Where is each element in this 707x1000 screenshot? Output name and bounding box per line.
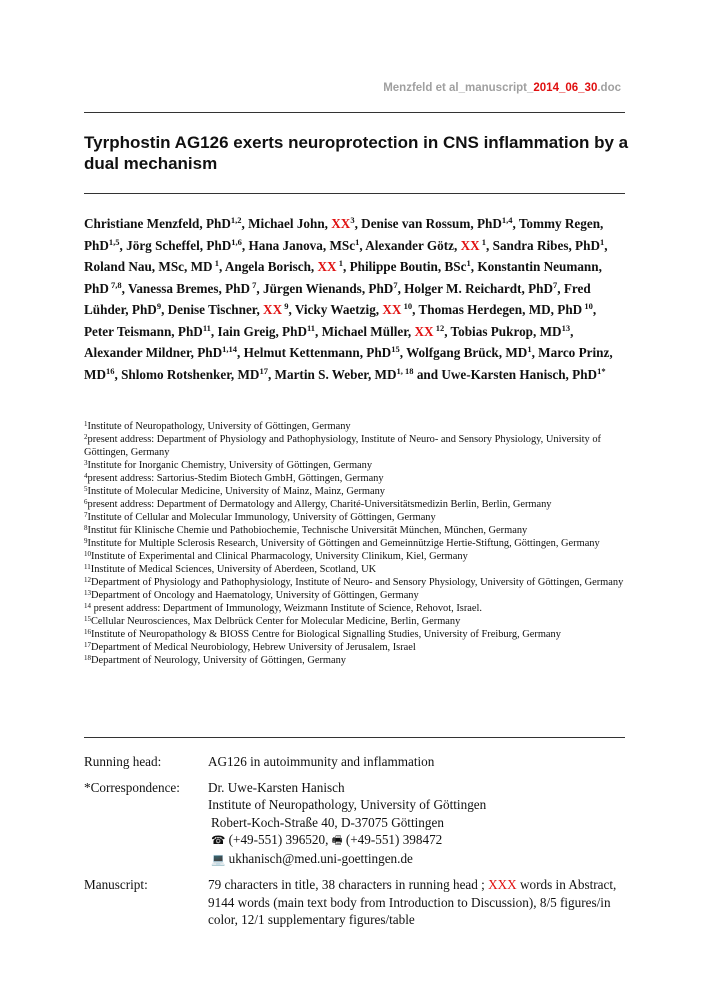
author-separator: , bbox=[359, 237, 366, 253]
author-separator: , bbox=[557, 280, 564, 296]
corr-phone: (+49-551) 396520, bbox=[228, 832, 332, 847]
title-rule bbox=[84, 193, 625, 194]
author-name: Helmut Kettenmann, PhD bbox=[243, 345, 392, 360]
affiliation-text: Institute of Neuropathology & BIOSS Centre for Biological Signalling Studies, University of Freiburg, Germany bbox=[91, 629, 561, 640]
author-name: Uwe-Karsten Hanisch, PhD bbox=[441, 366, 598, 382]
author-affiliation-number: 16 bbox=[105, 365, 115, 376]
author-placeholder: XX bbox=[414, 323, 434, 339]
author-name: Martin S. Weber, MD bbox=[274, 366, 397, 382]
document-filename bbox=[383, 82, 621, 94]
author-affiliation-number: 1 bbox=[336, 258, 343, 268]
author-name: Alexander Götz, bbox=[365, 237, 461, 253]
affiliation-number: 6 bbox=[84, 498, 88, 506]
affiliation-list bbox=[84, 420, 629, 667]
author-list bbox=[84, 213, 629, 385]
author-separator: , bbox=[119, 237, 127, 253]
running-head-label: Running head: bbox=[84, 754, 162, 769]
affiliation-item bbox=[84, 498, 629, 511]
author bbox=[121, 367, 274, 382]
filename-date: 2014_06_30 bbox=[533, 82, 598, 94]
affiliation-text: Institute of Cellular and Molecular Immunology, University of Göttingen, Germany bbox=[87, 512, 436, 523]
author bbox=[418, 302, 596, 317]
author-affiliation-number: 10 bbox=[582, 301, 593, 311]
affiliation-text: Department of Physiology and Pathophysiology, Institute of Neuro- and Sensory Physiology, University of Göttingen, Germany bbox=[91, 577, 624, 588]
author bbox=[84, 216, 248, 231]
author-name: Michael John, bbox=[248, 216, 332, 231]
author-separator: , bbox=[397, 280, 405, 296]
affiliation-number: 17 bbox=[84, 641, 91, 649]
affiliation-item bbox=[84, 602, 629, 615]
author bbox=[248, 238, 365, 253]
manuscript-meta bbox=[84, 753, 629, 937]
affiliation-text: Cellular Neurosciences, Max Delbrück Center for Molecular Medicine, Berlin, Germany bbox=[91, 616, 461, 627]
author bbox=[244, 345, 406, 360]
author-affiliation-number: 11 bbox=[202, 322, 211, 333]
author bbox=[84, 324, 217, 339]
author-affiliation-number: 15 bbox=[391, 344, 400, 354]
correspondence-value bbox=[208, 779, 629, 869]
author bbox=[441, 367, 605, 382]
author-placeholder: XX bbox=[263, 302, 283, 317]
author-name: Hana Janova, MSc bbox=[248, 237, 356, 253]
author-placeholder: XX bbox=[317, 259, 337, 274]
corr-email: ukhanisch@med.uni-goettingen.de bbox=[228, 850, 413, 866]
author-name: Christiane Menzfeld, PhD bbox=[84, 216, 231, 231]
fax-icon: 🖷 bbox=[331, 833, 343, 847]
affiliation-number: 16 bbox=[84, 628, 91, 636]
author-affiliation-number: 1 bbox=[599, 236, 605, 247]
correspondence-row bbox=[84, 779, 629, 869]
manuscript-row bbox=[84, 876, 629, 929]
author-name: Alexander Mildner, PhD bbox=[84, 345, 223, 360]
author-affiliation-number: 1,5 bbox=[108, 236, 120, 247]
author-affiliation-number: 7 bbox=[393, 279, 398, 290]
affiliation-item bbox=[84, 550, 629, 563]
author-name: Peter Teismann, PhD bbox=[84, 323, 203, 339]
author-name: Shlomo Rotshenker, MD bbox=[121, 366, 260, 382]
corr-institute: Institute of Neuropathology, University of Göttingen bbox=[208, 797, 487, 812]
affiliation-number: 18 bbox=[84, 654, 91, 662]
affiliation-text: Institute for Multiple Sclerosis Research, University of Göttingen and Gemeinnützige Hertie-Stiftung, Göttingen, Germany bbox=[87, 538, 600, 549]
author-name: Angela Borisch, bbox=[224, 259, 318, 274]
author bbox=[295, 302, 419, 317]
affiliation-text: Institute for Inorganic Chemistry, University of Göttingen, Germany bbox=[87, 460, 373, 471]
author-separator: and bbox=[413, 366, 442, 382]
author-separator: , bbox=[354, 216, 362, 231]
affiliation-number: 12 bbox=[84, 576, 91, 584]
affiliation-item bbox=[84, 433, 629, 459]
author-separator: , bbox=[486, 237, 493, 253]
author-separator: , bbox=[121, 280, 129, 296]
author-name: Konstantin Neumann, PhD bbox=[84, 259, 602, 296]
manuscript-value bbox=[208, 876, 629, 929]
phone-icon: ☎ bbox=[211, 833, 226, 847]
author-name: Vicky Waetzig, bbox=[294, 302, 383, 317]
corr-email-line bbox=[208, 850, 629, 869]
author-separator: , bbox=[512, 216, 519, 231]
affiliation-number: 4 bbox=[84, 472, 88, 480]
affiliation-text: Institute of Molecular Medicine, University of Mainz, Mainz, Germany bbox=[87, 486, 385, 497]
author-affiliation-number: 11 bbox=[306, 322, 315, 333]
affiliation-number: 11 bbox=[84, 563, 91, 571]
affiliation-item bbox=[84, 576, 629, 589]
author-affiliation-number: 1 bbox=[212, 258, 219, 268]
author-name: Roland Nau, MSc, MD bbox=[84, 259, 213, 274]
affiliation-text: Institute of Neuropathology, University of Göttingen, Germany bbox=[87, 421, 351, 432]
affiliation-text: present address: Department of Dermatology and Allergy, Charité-Universitätsmedizin Berlin, Berlin, Germany bbox=[87, 499, 552, 510]
author bbox=[350, 259, 478, 274]
affiliation-number: 8 bbox=[84, 524, 88, 532]
affiliation-text: Department of Medical Neurobiology, Hebrew University of Jerusalem, Israel bbox=[91, 642, 416, 653]
author-separator: , bbox=[399, 345, 407, 360]
affiliation-item bbox=[84, 537, 629, 550]
author bbox=[322, 324, 451, 339]
affiliation-text: present address: Department of Immunology, Weizmann Institute of Science, Rehovot, Israel. bbox=[91, 603, 483, 614]
author-separator: , bbox=[218, 259, 225, 274]
author-placeholder: XX bbox=[331, 216, 351, 231]
author-name: Wolfgang Brück, MD bbox=[406, 345, 528, 360]
running-head-value: AG126 in autoimmunity and inflammation bbox=[208, 754, 435, 769]
author bbox=[248, 216, 361, 231]
author-affiliation-number: 1,2 bbox=[230, 215, 242, 225]
author bbox=[217, 324, 321, 339]
author bbox=[406, 345, 538, 360]
meta-rule bbox=[84, 737, 625, 738]
affiliation-item bbox=[84, 563, 629, 576]
author-name: Marco Prinz, MD bbox=[84, 345, 613, 382]
affiliation-text: Department of Oncology and Haematology, University of Göttingen, Germany bbox=[91, 590, 419, 601]
affiliation-number: 5 bbox=[84, 485, 88, 493]
affiliation-number: 9 bbox=[84, 537, 88, 545]
affiliation-item bbox=[84, 628, 629, 641]
author-separator: , bbox=[592, 302, 597, 317]
affiliation-text: Institute of Medical Sciences, University of Aberdeen, Scotland, UK bbox=[90, 564, 377, 575]
manuscript-text-1: 79 characters in title, 38 characters in running head ; bbox=[208, 877, 489, 892]
author-name: Denise van Rossum, PhD bbox=[361, 216, 502, 231]
affiliation-number: 1 bbox=[84, 420, 88, 428]
affiliation-item bbox=[84, 420, 629, 433]
affiliation-item bbox=[84, 615, 629, 628]
author-separator: , bbox=[267, 366, 275, 382]
author-separator: , bbox=[241, 237, 249, 253]
author bbox=[84, 345, 244, 360]
author bbox=[404, 281, 564, 296]
author bbox=[84, 259, 225, 274]
correspondence-label: *Correspondence: bbox=[84, 779, 180, 795]
author-separator: , bbox=[256, 280, 263, 296]
author-separator: , bbox=[161, 302, 168, 317]
author bbox=[365, 238, 492, 253]
author-affiliation-number: 9 bbox=[156, 301, 162, 311]
author-name: Philippe Boutin, BSc bbox=[349, 259, 467, 274]
affiliation-number: 2 bbox=[84, 433, 88, 441]
author-affiliation-number: 12 bbox=[433, 322, 445, 333]
affiliation-number: 3 bbox=[84, 459, 88, 467]
affiliation-item bbox=[84, 472, 629, 485]
affiliation-number: 7 bbox=[84, 511, 88, 519]
author-affiliation-number: 1,6 bbox=[231, 236, 242, 247]
author bbox=[168, 302, 295, 317]
author-separator: , bbox=[315, 323, 322, 339]
affiliation-item bbox=[84, 524, 629, 537]
author-separator: , bbox=[114, 366, 122, 382]
author-affiliation-number: 1 bbox=[355, 236, 360, 247]
author-placeholder: XX bbox=[382, 302, 402, 317]
author bbox=[451, 324, 574, 339]
author bbox=[128, 281, 263, 296]
author-separator: , bbox=[412, 302, 419, 317]
manuscript-placeholder: XXX bbox=[488, 877, 517, 892]
corr-fax: (+49-551) 398472 bbox=[345, 832, 443, 847]
author-name: Iain Greig, PhD bbox=[217, 323, 307, 339]
author-affiliation-number: 7 bbox=[553, 279, 558, 290]
email-icon: 💻 bbox=[211, 851, 226, 866]
author-affiliation-number: 13 bbox=[561, 322, 571, 333]
author bbox=[275, 367, 442, 382]
author-separator: , bbox=[444, 323, 451, 339]
author-name: Thomas Herdegen, MD, PhD bbox=[418, 302, 583, 317]
author-affiliation-number: 10 bbox=[401, 301, 413, 311]
top-rule bbox=[84, 112, 625, 113]
author-separator: , bbox=[531, 345, 539, 360]
author-name: Tobias Pukrop, MD bbox=[450, 323, 562, 339]
author bbox=[225, 259, 350, 274]
affiliation-text: Department of Neurology, University of Göttingen, Germany bbox=[91, 655, 346, 666]
affiliation-number: 13 bbox=[84, 589, 91, 597]
author-separator: , bbox=[241, 216, 249, 231]
author-name: Holger M. Reichardt, PhD bbox=[404, 280, 553, 296]
author-affiliation-number: 1,14 bbox=[222, 344, 237, 354]
affiliation-text: Institut für Klinische Chemie und Pathobiochemie, Technische Universität München, München, Germany bbox=[87, 525, 528, 536]
affiliation-text: present address: Department of Physiology and Pathophysiology, Institute of Neuro- and Sensory Physiology, University of Göttingen, Germany bbox=[84, 434, 601, 458]
author-separator: , bbox=[604, 237, 608, 253]
author-name: Jörg Scheffel, PhD bbox=[126, 237, 232, 253]
author-affiliation-number: 7,8 bbox=[108, 279, 122, 290]
filename-prefix: Menzfeld et al_manuscript_ bbox=[383, 82, 534, 94]
author bbox=[263, 281, 404, 296]
author-separator: , bbox=[210, 323, 218, 339]
author-affiliation-number: 1, 18 bbox=[396, 365, 414, 376]
affiliation-item bbox=[84, 589, 629, 602]
affiliation-item bbox=[84, 485, 629, 498]
author bbox=[126, 238, 248, 253]
author-name: Tommy Regen, PhD bbox=[84, 216, 604, 253]
author-separator: , bbox=[236, 345, 244, 360]
affiliation-text: present address: Sartorius-Stedim Biotech GmbH, Göttingen, Germany bbox=[87, 473, 384, 484]
running-head-row bbox=[84, 753, 629, 771]
manuscript-text-2: words in Abstract, 9144 words (main text body from Introduction to Discussion), 8/5 figures/in color, 12/1 supplementary figures/table bbox=[208, 877, 617, 927]
corr-phone-line bbox=[208, 831, 629, 850]
affiliation-item bbox=[84, 654, 629, 667]
author-name: Michael Müller, bbox=[321, 323, 415, 339]
author bbox=[361, 216, 519, 231]
author-separator: , bbox=[342, 259, 350, 274]
author-separator: , bbox=[470, 259, 478, 274]
author-name: Sandra Ribes, PhD bbox=[492, 237, 600, 253]
affiliation-item bbox=[84, 641, 629, 654]
author-affiliation-number: 17 bbox=[259, 365, 268, 376]
affiliation-number: 10 bbox=[84, 550, 91, 558]
affiliation-number: 15 bbox=[84, 615, 91, 623]
corr-address: Robert-Koch-Straße 40, D-37075 Göttingen bbox=[211, 814, 444, 830]
author-name: Fred Lühder, PhD bbox=[84, 280, 591, 317]
paper-title: Tyrphostin AG126 exerts neuroprotection in CNS inflammation by a dual mechanism bbox=[84, 133, 629, 173]
author-affiliation-number: 1 bbox=[466, 258, 471, 268]
corr-name: Dr. Uwe-Karsten Hanisch bbox=[208, 779, 345, 795]
manuscript-label: Manuscript: bbox=[84, 877, 148, 892]
affiliation-text: Institute of Experimental and Clinical Pharmacology, University Clinikum, Kiel, Germany bbox=[91, 551, 468, 562]
author-affiliation-number: 1* bbox=[597, 365, 606, 376]
author-name: Denise Tischner, bbox=[167, 302, 264, 317]
author-name: Jürgen Wienands, PhD bbox=[263, 280, 394, 296]
author-affiliation-number: 1,4 bbox=[501, 215, 513, 225]
filename-extension: .doc bbox=[597, 82, 621, 94]
affiliation-item bbox=[84, 459, 629, 472]
author-affiliation-number: 1 bbox=[479, 236, 487, 247]
author-separator: , bbox=[570, 323, 574, 339]
affiliation-number: 14 bbox=[84, 602, 91, 610]
author-separator: , bbox=[288, 302, 295, 317]
author-affiliation-number: 9 bbox=[282, 301, 289, 311]
author-name: Vanessa Bremes, PhD bbox=[128, 280, 251, 296]
author bbox=[493, 238, 608, 253]
affiliation-item bbox=[84, 511, 629, 524]
author-placeholder: XX bbox=[460, 237, 480, 253]
author-affiliation-number: 3 bbox=[350, 215, 355, 225]
author-affiliation-number: 7 bbox=[250, 279, 257, 290]
author-affiliation-number: 1 bbox=[527, 344, 532, 354]
